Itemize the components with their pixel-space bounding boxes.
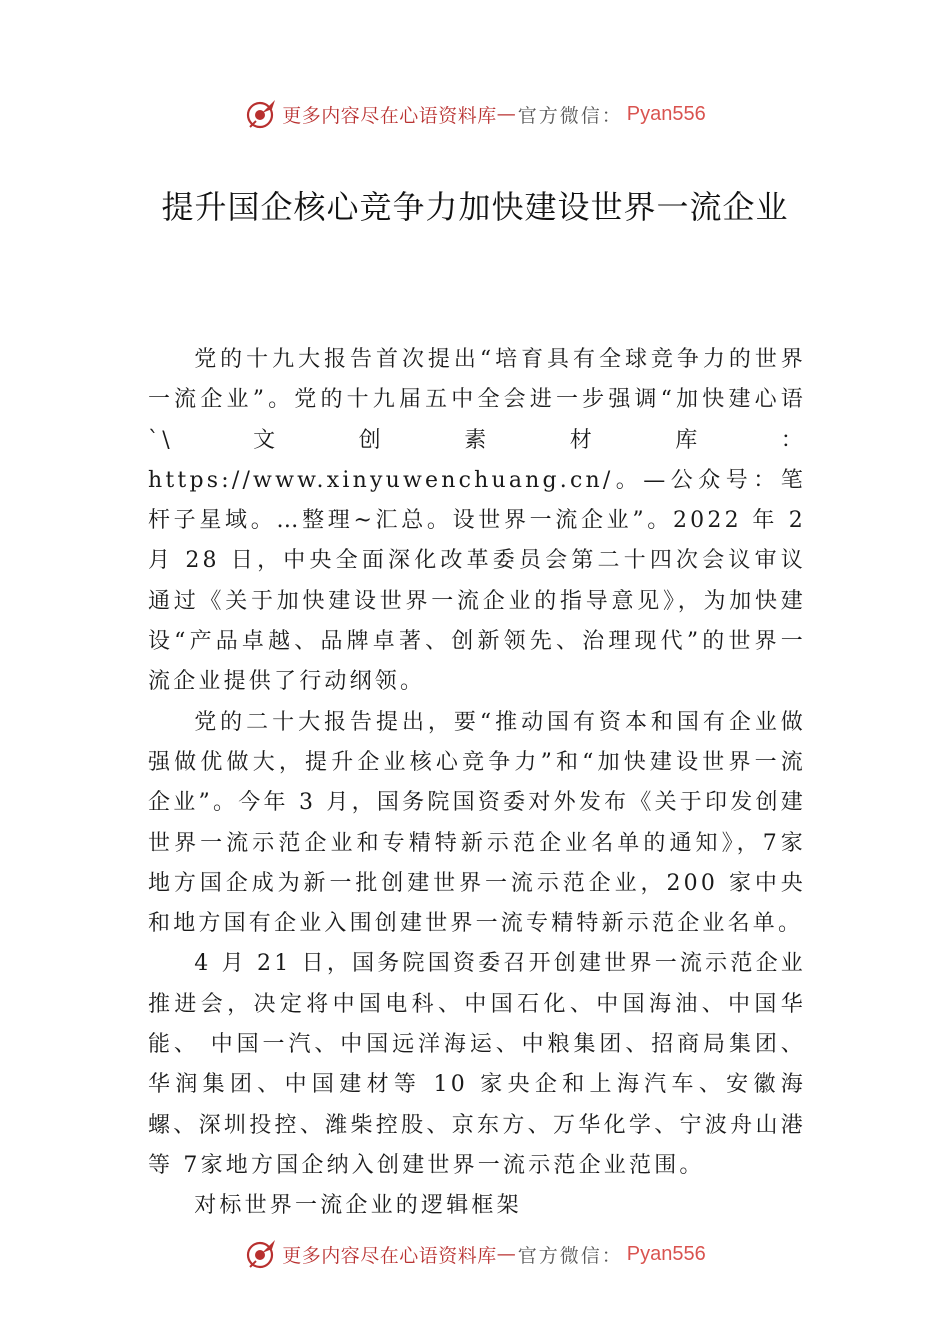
- footer-banner: [0, 1236, 950, 1272]
- banner-text: 更多内容尽在心语资料库: [282, 1244, 497, 1267]
- quill-logo-icon: [244, 97, 278, 131]
- banner-wechat-label: 官方微信：: [517, 1244, 623, 1267]
- paragraph: 党的十九大报告首次提出“培育具有全球竞争力的世界一流企业”。党的十九届五中全会进一步强调“加快建心语`\文创素材库：https://www.xinyuwenchuang.cn/。—公众号：笔杆子星域。…整理~汇总。设世界一流企业”。2022 年 2 月 28 日，中央全面深化改革委员会第二十四次会议审议通过《关于加快建设世界一流企业的指导意见》，为加快建设“产品卓越、品牌卓著、创新领先、治理现代”的世界一流企业提供了行动纲领。: [148, 347, 806, 695]
- banner-separator: —: [496, 103, 516, 125]
- banner-text: 更多内容尽在心语资料库: [282, 104, 497, 127]
- paragraph: 4 月 21 日，国务院国资委召开创建世界一流示范企业推进会，决定将中国电科、中国石化、中国海油、中国华能、 中国一汽、中国远洋海运、中粮集团、招商局集团、华润集团、中国建材等 10 家央企和上海汽车、安徽海螺、深圳投控、潍柴控股、京东方、万华化学、宁波舟山港等 7家地方国企纳入创建世界一流示范企业范围。: [148, 951, 806, 1178]
- paragraph: 对标世界一流企业的逻辑框架: [194, 1193, 522, 1219]
- paragraph: 党的二十大报告提出，要“推动国有资本和国有企业做强做优做大，提升企业核心竞争力”和“加快建设世界一流企业”。今年 3 月，国务院国资委对外发布《关于印发创建世界一流示范企业和专精特新示范企业名单的通知》，7家地方国企成为新一批创建世界一流示范企业，200 家中央和地方国有企业入围创建世界一流专精特新示范企业名单。: [148, 709, 806, 937]
- banner-wechat-id: Pyan556: [626, 1242, 706, 1265]
- quill-logo-icon: [244, 1237, 278, 1271]
- banner-separator: —: [496, 1243, 516, 1265]
- banner-wechat-label: 官方微信：: [517, 104, 623, 127]
- banner-wechat-id: Pyan556: [626, 102, 706, 125]
- header-banner: [0, 96, 950, 132]
- document-title: 提升国企核心竞争力加快建设世界一流企业: [161, 188, 789, 226]
- document-body: [148, 340, 806, 1227]
